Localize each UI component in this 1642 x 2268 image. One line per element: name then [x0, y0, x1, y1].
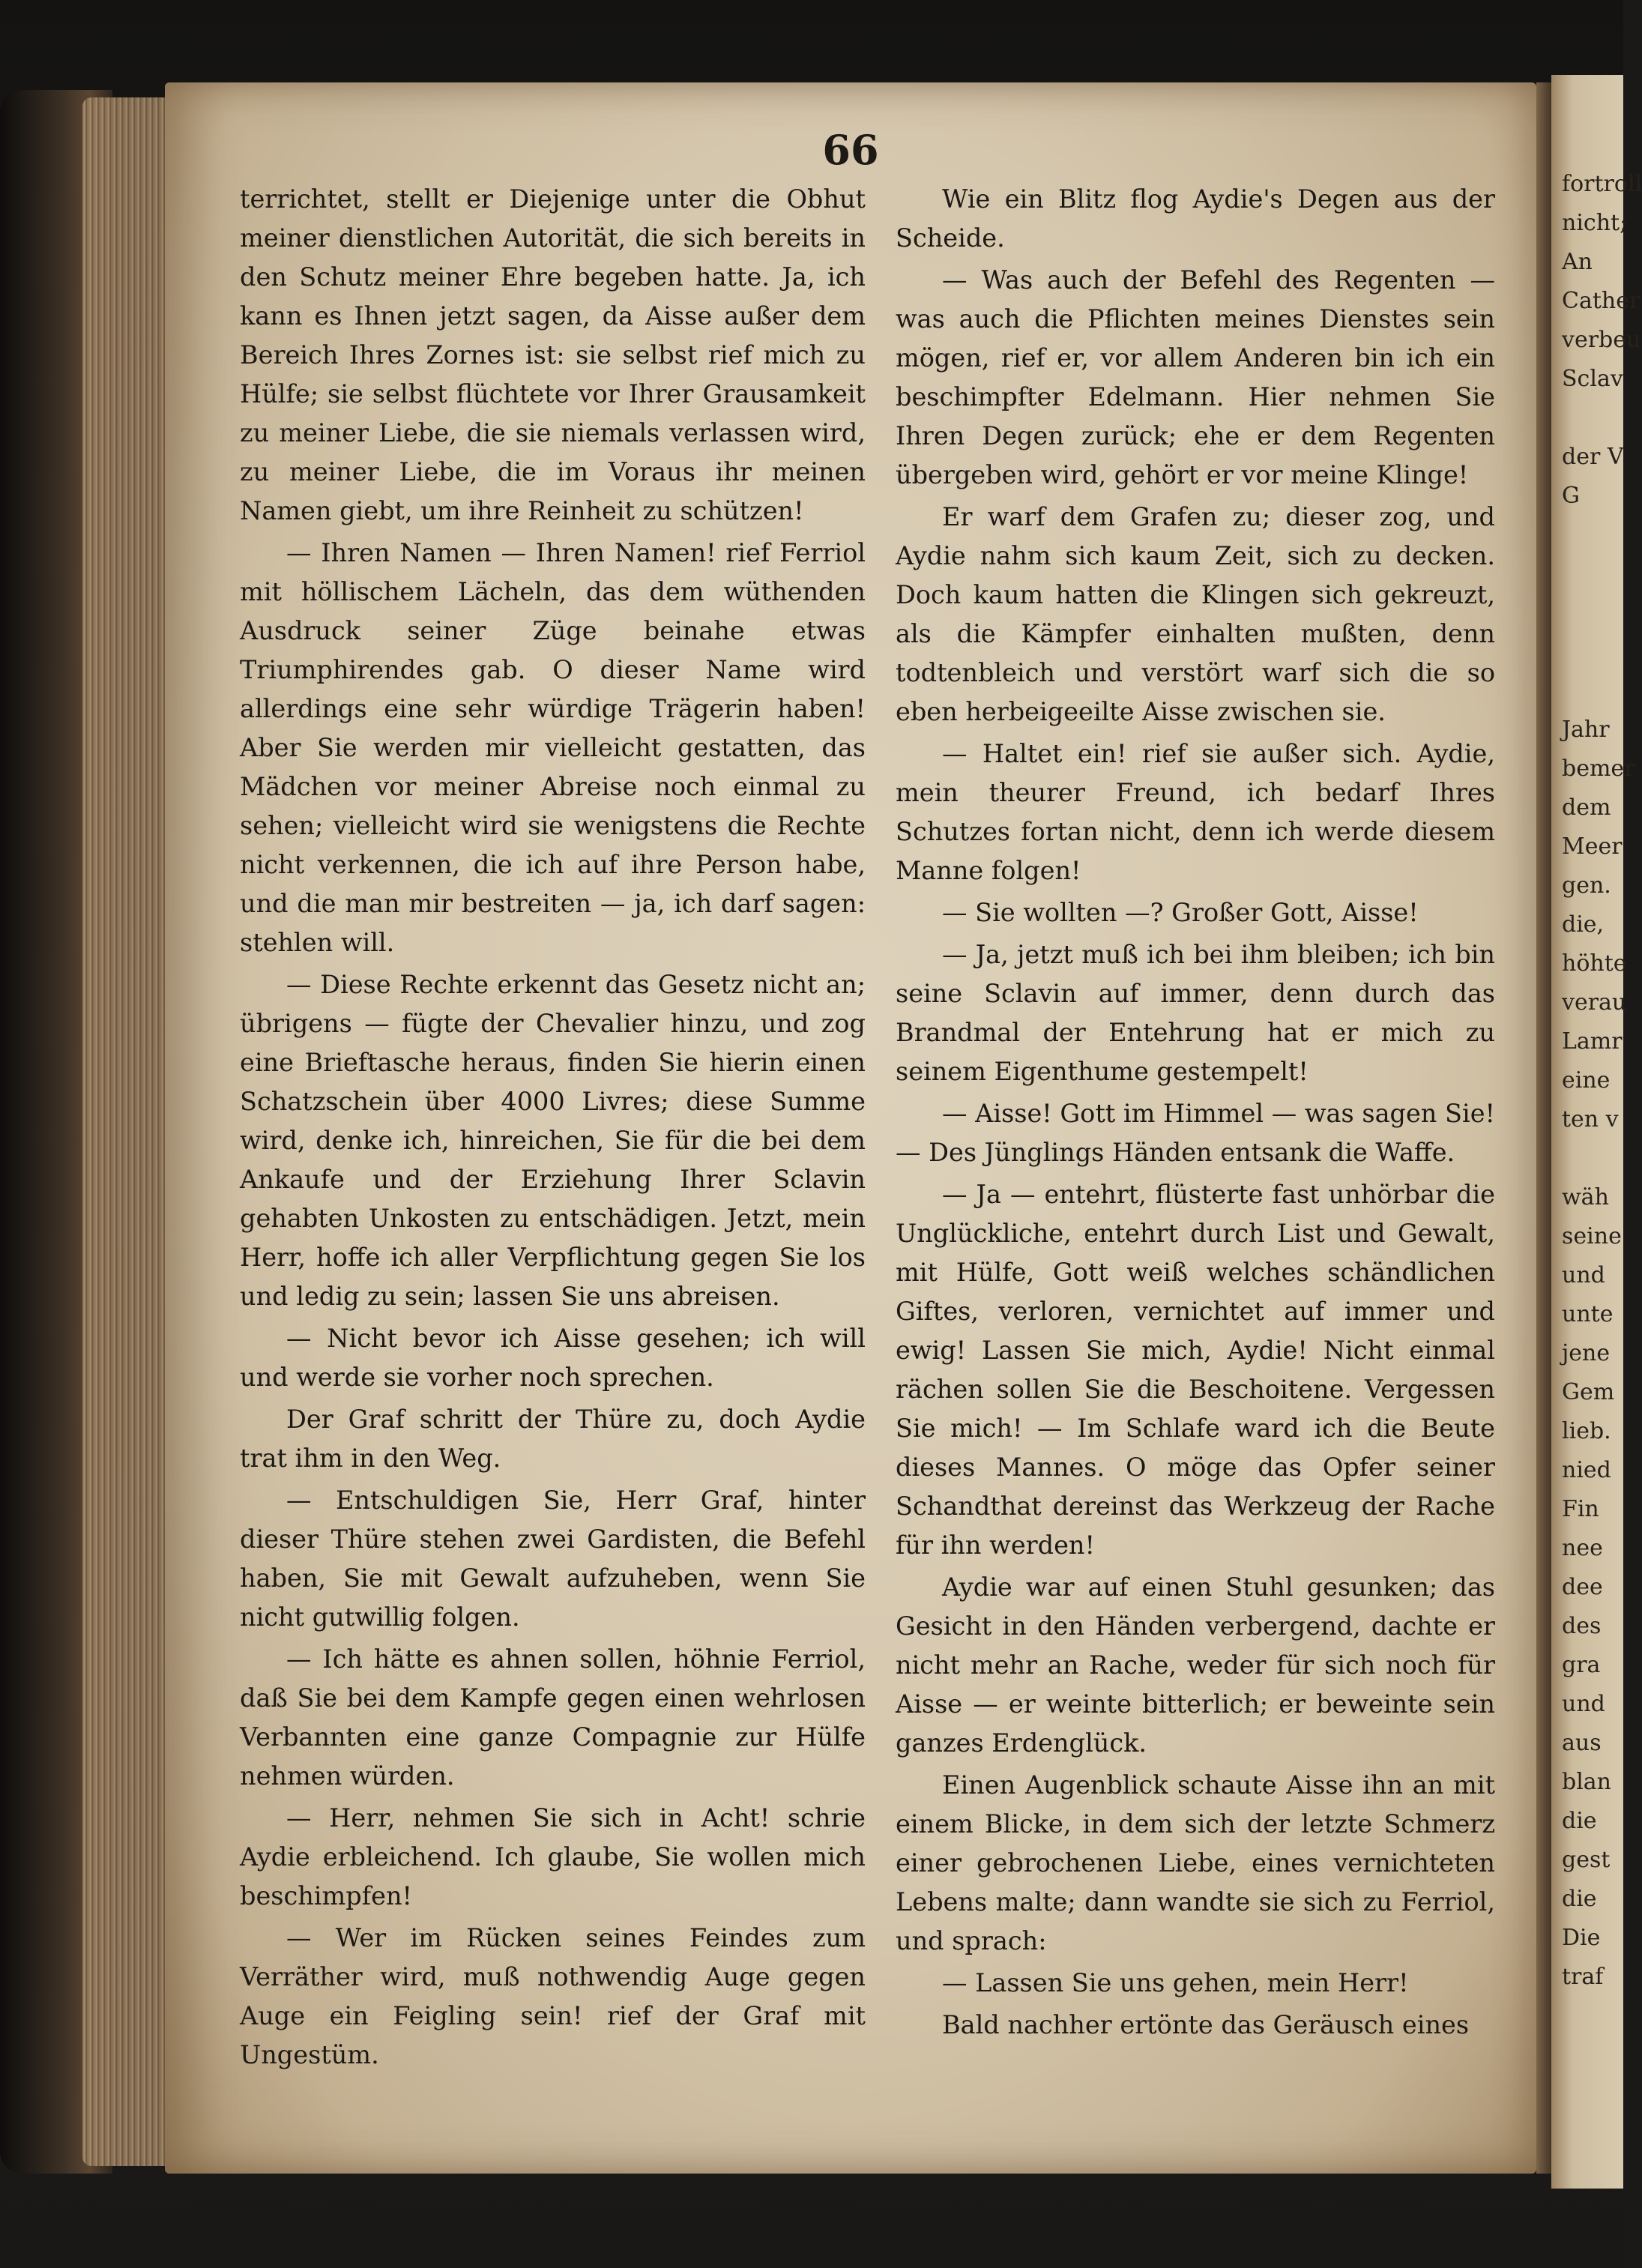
- next-page-fragment: [1562, 516, 1623, 555]
- right-text-column: [896, 180, 1495, 2048]
- next-page-fragment: die,: [1562, 911, 1605, 938]
- next-page-fragment: und: [1562, 1691, 1605, 1717]
- next-page-fragment: [1562, 672, 1623, 711]
- next-page-fragment: unte: [1562, 1301, 1614, 1327]
- next-page-fragment: jene: [1562, 1340, 1611, 1366]
- next-page-fragment: fortroll: [1562, 171, 1642, 197]
- next-page-fragment: des: [1562, 1613, 1602, 1639]
- next-page-fragment: höhte: [1562, 950, 1627, 977]
- paragraph: Der Graf schritt der Thüre zu, doch Aydie trat ihm in den Weg.: [240, 1405, 866, 1473]
- next-page-fragment: dee: [1562, 1574, 1603, 1600]
- next-page-fragment: der V: [1562, 444, 1624, 470]
- next-page-fragment: bemer: [1562, 756, 1635, 782]
- next-page-fragment: Gem: [1562, 1379, 1615, 1405]
- paragraph: Wie ein Blitz flog Aydie's Degen aus der Scheide.: [896, 184, 1495, 253]
- next-page-sliver: [1551, 75, 1642, 2189]
- paragraph: terrichtet, stellt er Diejenige unter die Obhut meiner dienstlichen Autorität, die sich bereits in den Schutz meiner Ehre begeben hatte. Ja, ich kann es Ihnen jetzt sagen, da Aisse außer dem Bereich Ihres Zornes ist: sie selbst rief mich zu Hülfe; sie selbst flüchtete vor Ihrer Grausamkeit zu meiner Liebe, die sie niemals verlassen wird, zu meiner Liebe, die im Voraus ihr meinen Namen giebt, um ihre Reinheit zu schützen!: [240, 184, 866, 525]
- next-page-fragment: dem: [1562, 794, 1611, 821]
- page-number: 66: [822, 126, 879, 174]
- next-page-fragment: die: [1562, 1808, 1597, 1834]
- next-page-fragment: [1562, 399, 1623, 438]
- next-page-fragment: wäh: [1562, 1184, 1609, 1210]
- next-page-fragment: seine: [1562, 1223, 1622, 1249]
- next-page-fragment: die: [1562, 1886, 1597, 1912]
- book-gutter: [1536, 82, 1553, 2174]
- next-page-fragment: Meer: [1562, 833, 1623, 860]
- next-page-fragment: [1562, 555, 1623, 594]
- paragraph: — Ja, jetzt muß ich bei ihm bleiben; ich bin seine Sclavin auf immer, denn durch das Brandmal der Entehrung hat er mich zu seinem Eigenthume gestempelt!: [896, 940, 1495, 1086]
- next-page-fragment: [1562, 1139, 1623, 1178]
- next-page-fragment: nicht;: [1562, 210, 1628, 236]
- next-page-fragment: nied: [1562, 1457, 1611, 1483]
- next-page-fragment: blan: [1562, 1769, 1612, 1795]
- paragraph: — Diese Rechte erkennt das Gesetz nicht an; übrigens — fügte der Chevalier hinzu, und zog eine Brieftasche heraus, finden Sie hierin einen Schatzschein über 4000 Livres; diese Summe wird, denke ich, hinreichen, Sie für die bei dem Ankaufe und der Erziehung Ihrer Sclavin gehabten Unkosten zu entschädigen. Jetzt, mein Herr, hoffe ich aller Verpflichtung gegen Sie los und ledig zu sein; lassen Sie uns abreisen.: [240, 970, 866, 1311]
- next-page-fragment: verau: [1562, 989, 1627, 1016]
- next-page-fragment: Sclav: [1562, 366, 1623, 392]
- next-page-fragment: aus: [1562, 1730, 1602, 1756]
- next-page-fragment: Lamr: [1562, 1028, 1623, 1055]
- next-page-fragment: [1562, 633, 1623, 672]
- paragraph: — Wer im Rücken seines Feindes zum Verräther wird, muß nothwendig Auge gegen Auge ein Feigling sein! rief der Graf mit Ungestüm.: [240, 1923, 866, 2069]
- next-page-fragment: gen.: [1562, 872, 1611, 899]
- paragraph: — Lassen Sie uns gehen, mein Herr!: [942, 1968, 1409, 1997]
- next-page-fragment: [1562, 594, 1623, 633]
- left-text-column: [240, 180, 866, 2078]
- paragraph: Bald nachher ertönte das Geräusch eines: [942, 2010, 1470, 2039]
- next-page-fragment: Cather: [1562, 288, 1641, 314]
- next-page-fragment: traf: [1562, 1964, 1604, 1990]
- next-page-fragment: An: [1562, 249, 1593, 275]
- next-page-fragment: verbeu: [1562, 327, 1641, 353]
- paragraph: — Sie wollten —? Großer Gott, Aisse!: [942, 898, 1419, 927]
- next-page-fragment: gra: [1562, 1652, 1601, 1678]
- next-page-fragment: nee: [1562, 1535, 1603, 1561]
- next-page-fragment: gest: [1562, 1847, 1611, 1873]
- paragraph: — Herr, nehmen Sie sich in Acht! schrie Aydie erbleichend. Ich glaube, Sie wollen mich beschimpfen!: [240, 1803, 866, 1910]
- next-page-fragment: eine: [1562, 1067, 1611, 1094]
- next-page-fragment: Die: [1562, 1925, 1601, 1951]
- next-page-fragment: und: [1562, 1262, 1605, 1288]
- paragraph: — Ihren Namen — Ihren Namen! rief Ferriol mit höllischem Lächeln, das dem wüthenden Ausdruck seiner Züge beinahe etwas Triumphirendes gab. O dieser Name wird allerdings eine sehr würdige Trägerin haben! Aber Sie werden mir vielleicht gestatten, das Mädchen vor meiner Abreise noch einmal zu sehen; vielleicht wird sie wenigstens die Rechte nicht verkennen, die ich auf ihre Person habe, und die man mir bestreiten — ja, ich darf sagen: stehlen will.: [240, 538, 866, 957]
- paragraph: — Ich hätte es ahnen sollen, höhnie Ferriol, daß Sie bei dem Kampfe gegen einen wehrlosen Verbannten eine ganze Compagnie zur Hülfe nehmen würden.: [240, 1644, 866, 1791]
- next-page-fragments: [1551, 75, 1642, 1997]
- paragraph: Einen Augenblick schaute Aisse ihn an mit einem Blicke, in dem sich der letzte Schmerz einer gebrochenen Liebe, eines vernichteten Lebens malte; dann wandte sie sich zu Ferriol, und sprach:: [896, 1770, 1495, 1955]
- paragraph: — Nicht bevor ich Aisse gesehen; ich will und werde sie vorher noch sprechen.: [240, 1324, 866, 1392]
- paragraph: Aydie war auf einen Stuhl gesunken; das Gesicht in den Händen verbergend, dachte er nicht mehr an Rache, weder für sich noch für Aisse — er weinte bitterlich; er beweinte sein ganzes Erdenglück.: [896, 1572, 1495, 1758]
- next-page-fragment: ten v: [1562, 1106, 1619, 1133]
- paragraph: — Ja — entehrt, flüsterte fast unhörbar die Unglückliche, entehrt durch List und Gewalt, mit Hülfe, Gott weiß welches schändlichen Giftes, verloren, vernichtet auf immer und ewig! Lassen Sie mich, Aydie! Nicht einmal rächen sollen Sie die Beschoitene. Vergessen Sie mich! — Im Schlafe ward ich die Beute dieses Mannes. O möge das Opfer seiner Schandthat dereinst das Werkzeug der Rache für ihn werden!: [896, 1180, 1495, 1560]
- book-page: [165, 82, 1536, 2174]
- paragraph: — Aisse! Gott im Himmel — was sagen Sie! — Des Jünglings Händen entsank die Waffe.: [896, 1099, 1495, 1167]
- paragraph: — Haltet ein! rief sie außer sich. Aydie, mein theurer Freund, ich bedarf Ihres Schutzes fortan nicht, denn ich werde diesem Manne folgen!: [896, 739, 1495, 885]
- paragraph: — Entschuldigen Sie, Herr Graf, hinter dieser Thüre stehen zwei Gardisten, die Befehl haben, Sie mit Gewalt aufzuheben, wenn Sie nicht gutwillig folgen.: [240, 1486, 866, 1632]
- paragraph: Er warf dem Grafen zu; dieser zog, und Aydie nahm sich kaum Zeit, sich zu decken. Doch kaum hatten die Klingen sich gekreuzt, als die Kämpfer einhalten mußten, denn todtenbleich und verstört warf sich die so eben herbeigeeilte Aisse zwischen sie.: [896, 502, 1495, 726]
- next-page-fragment: Fin: [1562, 1496, 1599, 1522]
- next-page-fragment: lieb.: [1562, 1418, 1611, 1444]
- next-page-fragment: G: [1562, 483, 1580, 509]
- next-page-fragment: Jahr: [1562, 717, 1610, 743]
- paragraph: — Was auch der Befehl des Regenten — was auch die Pflichten meines Dienstes sein mögen, rief er, vor allem Anderen bin ich ein beschimpfter Edelmann. Hier nehmen Sie Ihren Degen zurück; ehe er dem Regenten übergeben wird, gehört er vor meine Klinge!: [896, 265, 1495, 489]
